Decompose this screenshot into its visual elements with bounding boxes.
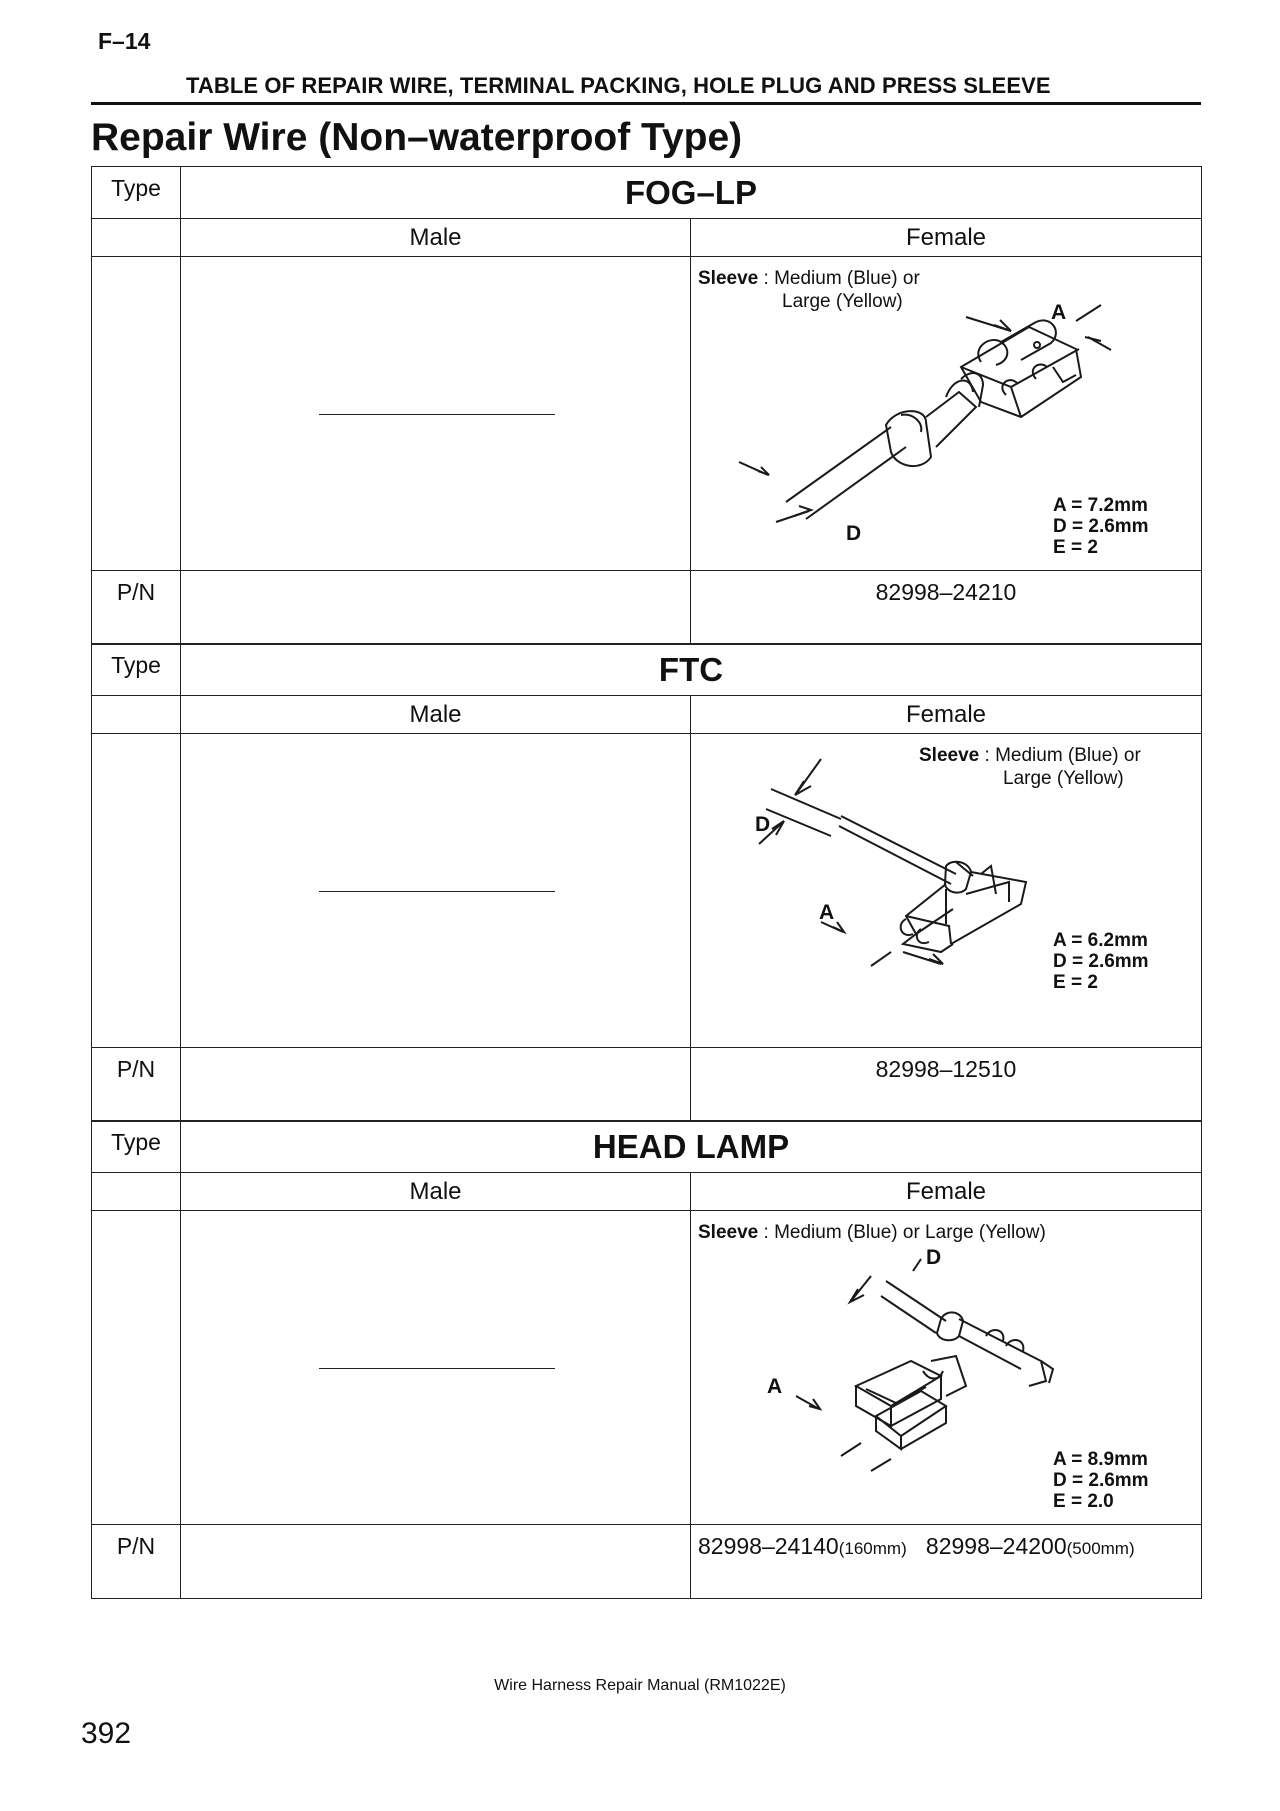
female-image-cell <box>691 734 1202 1048</box>
callout-a: A <box>767 1375 783 1398</box>
part-number-1: 82998–24140 <box>698 1533 839 1559</box>
sleeve-line2: Large (Yellow) <box>1003 768 1124 789</box>
sleeve-label: Sleeve <box>698 1222 759 1243</box>
not-applicable-dash <box>319 414 555 415</box>
blank-cell <box>92 734 181 1048</box>
type-name: FOG–LP <box>181 167 1202 219</box>
repair-wire-table-fog-lp <box>91 166 1202 645</box>
male-pn-cell <box>181 571 691 645</box>
callout-a: A <box>1051 301 1067 324</box>
callout-d: D <box>755 813 771 836</box>
not-applicable-dash <box>319 891 555 892</box>
pn-label: P/N <box>92 1048 181 1122</box>
pn-label: P/N <box>92 571 181 645</box>
blank-cell <box>92 219 181 257</box>
blank-cell <box>92 257 181 571</box>
sleeve-line1: : Medium (Blue) or Large (Yellow) <box>763 1222 1046 1243</box>
sleeve-line1: : Medium (Blue) or <box>763 268 920 289</box>
male-header: Male <box>181 1173 691 1211</box>
header-rule <box>91 102 1201 105</box>
female-header: Female <box>691 1173 1202 1211</box>
type-label: Type <box>92 167 181 219</box>
section-title: TABLE OF REPAIR WIRE, TERMINAL PACKING, HOLE PLUG AND PRESS SLEEVE <box>186 73 1051 98</box>
type-label: Type <box>92 1121 181 1173</box>
male-image-cell <box>181 734 691 1048</box>
blank-cell <box>92 696 181 734</box>
not-applicable-dash <box>319 1368 555 1369</box>
female-image-cell <box>691 257 1202 571</box>
main-title: Repair Wire (Non–waterproof Type) <box>91 116 743 159</box>
spec-values: A = 8.9mm D = 2.6mm E = 2.0 <box>1053 1449 1149 1512</box>
male-header: Male <box>181 696 691 734</box>
spec-values: A = 6.2mm D = 2.6mm E = 2 <box>1053 930 1149 993</box>
terminal-diagram-ftc <box>691 734 1202 1048</box>
repair-wire-table-ftc <box>91 643 1202 1122</box>
blank-cell <box>92 1211 181 1525</box>
blank-cell <box>92 1173 181 1211</box>
sleeve-label: Sleeve <box>919 745 980 766</box>
part-numbers <box>691 1525 1202 1599</box>
part-number-2-length: (500mm) <box>1066 1539 1135 1558</box>
pn-label: P/N <box>92 1525 181 1599</box>
page-code: F–14 <box>98 28 151 54</box>
repair-wire-table-head-lamp <box>91 1120 1202 1599</box>
male-header: Male <box>181 219 691 257</box>
type-label: Type <box>92 644 181 696</box>
part-number: 82998–12510 <box>691 1048 1202 1122</box>
callout-a: A <box>819 901 835 924</box>
male-pn-cell <box>181 1525 691 1599</box>
type-name: FTC <box>181 644 1202 696</box>
type-name: HEAD LAMP <box>181 1121 1202 1173</box>
sleeve-label: Sleeve <box>698 268 759 289</box>
footer: Wire Harness Repair Manual (RM1022E) <box>494 1677 786 1694</box>
female-header: Female <box>691 696 1202 734</box>
callout-d: D <box>846 522 862 545</box>
female-header: Female <box>691 219 1202 257</box>
part-number-2: 82998–24200 <box>925 1533 1067 1559</box>
male-pn-cell <box>181 1048 691 1122</box>
male-image-cell <box>181 1211 691 1525</box>
page-number: 392 <box>81 1717 132 1750</box>
sleeve-line2: Large (Yellow) <box>782 291 903 312</box>
callout-d: D <box>926 1246 942 1269</box>
part-number: 82998–24210 <box>691 571 1202 645</box>
part-number-1-length: (160mm) <box>838 1539 907 1558</box>
spec-values: A = 7.2mm D = 2.6mm E = 2 <box>1053 495 1149 558</box>
male-image-cell <box>181 257 691 571</box>
female-image-cell <box>691 1211 1202 1525</box>
sleeve-line1: : Medium (Blue) or <box>984 745 1141 766</box>
